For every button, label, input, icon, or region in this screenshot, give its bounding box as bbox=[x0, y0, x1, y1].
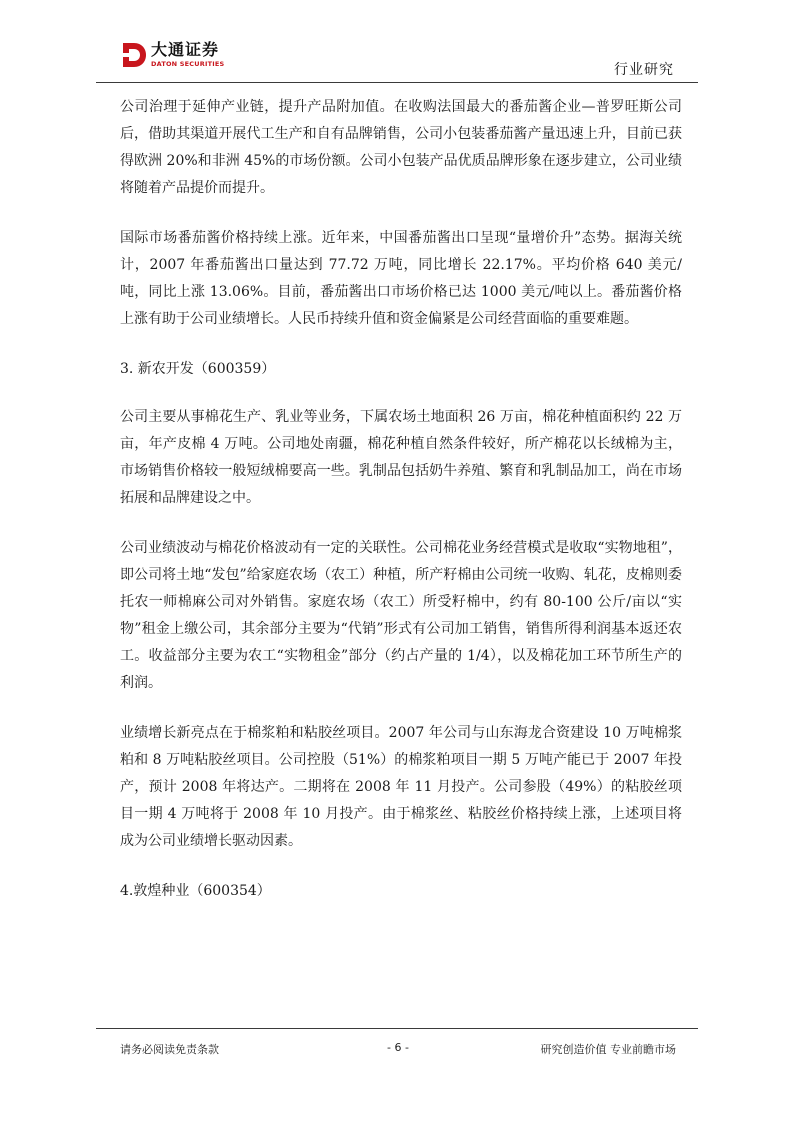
logo-english-name: DATON SECURITIES bbox=[151, 60, 225, 68]
paragraph-xinnong-cotton-model: 公司业绩波动与棉花价格波动有一定的关联性。公司棉花业务经营模式是收取“实物地租”，即公司将土地“发包”给家庭农场（农工）种植，所产籽棉由公司统一收购、轧花，皮棉则委托农一师棉麻公司对外销售。家庭农场（农工）所受籽棉中，约有 80-100 公斤/亩以“实物”租金上缴公司，其余部分主要为“代销”形式有公司加工销售，销售所得利润基本返还农工。收益部分主要为农工“实物租金”部分（约占产量的 1/4），以及棉花加工环节所生产的利润。 bbox=[120, 540, 682, 691]
section-label: 行业研究 bbox=[614, 62, 674, 78]
footer-slogan: 研究创造价值 专业前瞻市场 bbox=[540, 1043, 676, 1056]
section-heading-dunhuang: 4.敦煌种业（600354） bbox=[120, 883, 271, 899]
page-header bbox=[96, 38, 698, 82]
report-body bbox=[120, 94, 682, 926]
page-footer bbox=[120, 1041, 676, 1061]
section-heading-xinnong: 3. 新农开发（600359） bbox=[120, 361, 276, 377]
footer-divider bbox=[96, 1028, 698, 1029]
paragraph-tomato-price: 国际市场番茄酱价格持续上涨。近年来，中国番茄酱出口呈现“量增价升”态势。据海关统计，2007 年番茄酱出口量达到 77.72 万吨，同比增长 22.17%。平均价格 640 美元/吨，同比上涨 13.06%。目前，番茄酱出口市场价格已达 1000 美元/吨以上。番茄酱价格上涨有助于公司业绩增长。人民币持续升值和资金偏紧是公司经营面临的重要难题。 bbox=[120, 230, 682, 327]
disclaimer-note: 请务必阅读免责条款 bbox=[120, 1043, 219, 1056]
paragraph-xinnong-business: 公司主要从事棉花生产、乳业等业务，下属农场土地面积 26 万亩，棉花种植面积约 22 万亩，年产皮棉 4 万吨。公司地处南疆，棉花种植自然条件较好，所产棉花以长绒棉为主，市场销售价格较一般短绒棉要高一些。乳制品包括奶牛养殖、繁育和乳制品加工，尚在市场拓展和品牌建设之中。 bbox=[120, 409, 682, 506]
page-number: - 6 - bbox=[387, 1041, 409, 1054]
header-divider bbox=[96, 82, 698, 83]
paragraph-tomato-value-chain: 公司治理于延伸产业链，提升产品附加值。在收购法国最大的番茄酱企业—普罗旺斯公司后，借助其渠道开展代工生产和自有品牌销售，公司小包装番茄酱产量迅速上升，目前已获得欧洲 20%和非洲 45%的市场份额。公司小包装产品优质品牌形象在逐步建立，公司业绩将随着产品提价而提升。 bbox=[120, 99, 682, 196]
paragraph-xinnong-growth: 业绩增长新亮点在于棉浆粕和粘胶丝项目。2007 年公司与山东海龙合资建设 10 万吨棉浆粕和 8 万吨粘胶丝项目。公司控股（51%）的棉浆粕项目一期 5 万吨产能已于 2007 年投产，预计 2008 年将达产。二期将在 2008 年 11 月投产。公司参股（49%）的粘胶丝项目一期 4 万吨将于 2008 年 10 月投产。由于棉浆丝、粘胶丝价格持续上涨，上述项目将成为公司业绩增长驱动因素。 bbox=[120, 725, 682, 849]
daton-logo-icon bbox=[120, 40, 148, 70]
logo-chinese-name: 大通证券 bbox=[151, 40, 220, 59]
company-logo bbox=[120, 40, 224, 70]
